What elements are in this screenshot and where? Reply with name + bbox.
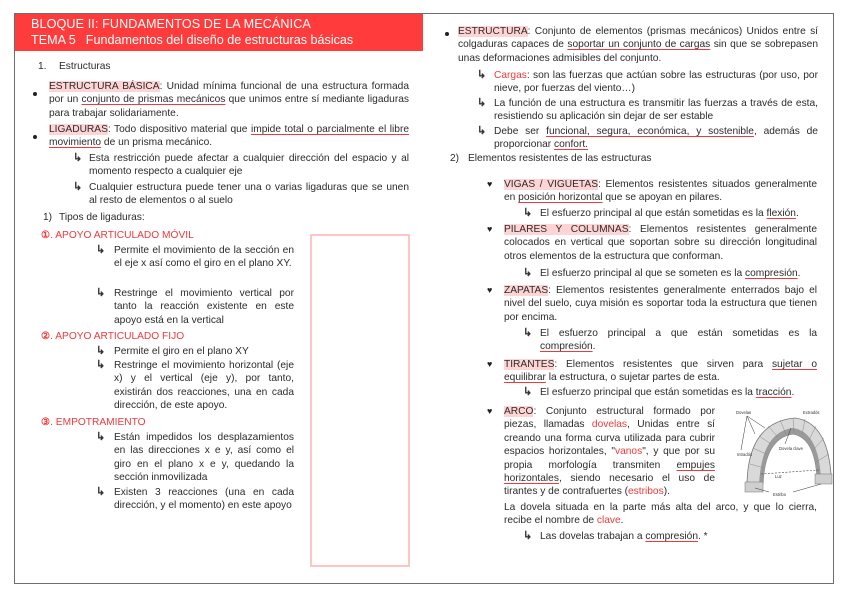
underlined-text: posición horizontal	[518, 192, 603, 204]
red-term: clave	[596, 515, 621, 527]
arch-label: Intradós	[737, 452, 753, 457]
underlined-text: compresión	[745, 268, 798, 279]
term-highlight: ZAPATAS	[504, 285, 549, 296]
underlined-text: impide total o parcialmente el libre movimiento	[49, 124, 410, 149]
sub-item	[540, 530, 708, 543]
underlined-text: compresión	[645, 531, 699, 542]
text: El esfuerzo principal al que se someten es la	[540, 268, 745, 279]
text: Las dovelas trabajan a	[540, 531, 646, 542]
bullet-icon	[33, 92, 37, 96]
arch-label: Estribo	[773, 492, 787, 497]
subsection-number: 1)	[43, 212, 53, 223]
sub-item: Restringe el movimiento horizontal (eje x) y el vertical (eje y), por tanto, existirán dos reacciones, una en cada dirección, de este apoyo.	[114, 360, 294, 412]
term-highlight: PILARES Y COLUMNAS	[504, 224, 629, 235]
definition-ligaduras	[49, 123, 409, 150]
red-term: Cargas	[494, 70, 527, 81]
underlined-text: empujes horizontales	[504, 459, 715, 485]
arrow-icon: ↳	[96, 431, 106, 443]
text: El esfuerzo principal al que están sometidas es la	[540, 208, 767, 219]
red-term: estribos	[628, 486, 664, 498]
underlined-text: conjunto de prismas mecánicos	[81, 94, 226, 106]
sub-item: Permite el movimiento de la sección en el eje x así como el giro en el plano XY.	[114, 245, 294, 270]
arrow-icon: ↳	[477, 97, 487, 109]
text: : Elementos resistentes generalmente enterrados bajo el nivel del suelo, cuya misión es soportar toda la estructura que tienen por encima.	[504, 285, 817, 323]
type-title-3	[41, 416, 146, 429]
definition-estructura	[458, 25, 818, 65]
arrow-icon: ↳	[73, 152, 83, 164]
term-highlight: ESTRUCTURA	[458, 26, 528, 37]
arch-label: Luz	[775, 474, 782, 479]
sub-item: Cualquier estructura puede tener una o varias ligaduras que se unen al resto de elementos o al suelo	[89, 182, 409, 207]
term-highlight: VIGAS / VIGUETAS	[504, 179, 598, 190]
bullet-icon	[445, 32, 449, 36]
type-title-1	[41, 229, 194, 242]
block-title: BLOQUE II: FUNDAMENTOS DE LA MECÁNICA	[31, 17, 311, 31]
arrow-icon: ↳	[523, 207, 533, 219]
underlined-text: funcional, segura, económica, y sostenible	[546, 126, 754, 137]
section-title: Estructuras	[59, 61, 111, 72]
text: ).	[663, 486, 670, 498]
term-highlight: LIGADURAS	[49, 124, 108, 135]
sub-item	[540, 207, 799, 220]
text: que unimos entre sí mediante ligaduras para trabajar solidariamente.	[49, 94, 410, 119]
right-page	[423, 13, 834, 584]
arrow-icon: ↳	[96, 345, 106, 357]
text: : Elementos resistentes que sirven para	[554, 359, 772, 370]
sub-item-cargas	[494, 69, 818, 96]
text: .	[791, 387, 795, 398]
sub-item: Restringe el movimiento vertical por tanto la reacción existente en este apoyo está en la vertical	[114, 288, 294, 326]
arrow-icon: ↳	[523, 530, 533, 542]
sub-item	[540, 386, 794, 399]
sub-item	[540, 327, 817, 354]
element-zapatas	[504, 284, 817, 324]
text: : Todo dispositivo material que	[107, 124, 251, 135]
section-number: 2)	[450, 153, 460, 164]
left-page	[14, 13, 425, 584]
red-term: dovelas	[591, 419, 628, 431]
sub-item: Están impedidos los desplazamientos en las direcciones x e y, así como el giro en el plano x e y, quedando la sección inmovilizada	[114, 432, 294, 484]
heart-bullet-icon: ♥	[487, 406, 493, 416]
arrow-icon: ↳	[73, 181, 83, 193]
arrow-icon: ↳	[96, 359, 106, 371]
arrow-icon: ↳	[477, 125, 487, 137]
arch-label: Extradós	[803, 410, 820, 415]
arrow-icon: ↳	[96, 486, 106, 498]
arrow-icon: ↳	[523, 386, 533, 398]
text: El esfuerzo principal que están sometidas es la	[540, 387, 756, 398]
underlined-text: soportar un conjunto de cargas	[567, 39, 711, 51]
heart-bullet-icon: ♥	[487, 224, 493, 234]
text: Debe ser	[494, 126, 547, 137]
underlined-text: confort.	[554, 139, 589, 151]
number-circle-icon: ③	[41, 417, 51, 428]
underlined-text: compresión	[540, 341, 593, 353]
page-header	[15, 14, 423, 51]
number-circle-icon: ①	[41, 230, 51, 241]
text: : Unidad mínima funcional de una estructura formada por un	[49, 81, 409, 106]
text: .	[795, 208, 799, 219]
section-number: 1.	[38, 61, 47, 72]
text: : Conjunto estructural formado por piezas, llamadas	[504, 406, 715, 431]
element-vigas	[504, 178, 817, 205]
arrow-icon: ↳	[477, 69, 487, 81]
sub-item	[494, 125, 818, 152]
text: .	[592, 341, 596, 353]
text: La dovela situada en la parte más alta del arco, y que lo cierra, recibe el nombre de	[504, 502, 817, 527]
arrow-icon: ↳	[96, 287, 106, 299]
text: . APOYO ARTICULADO FIJO	[50, 331, 185, 342]
text: .	[620, 515, 624, 527]
element-tirantes	[504, 358, 817, 385]
underlined-text: sujetar o equilibrar	[504, 359, 817, 384]
text: , Unidas entre sí creando una forma curva utilizada para cubrir espacios horizontales, "	[504, 419, 715, 458]
sub-item	[540, 267, 801, 280]
underlined-text: tracción	[755, 387, 792, 398]
arrow-icon: ↳	[96, 244, 106, 256]
text: la estructura, o sujetar partes de esta.	[545, 372, 720, 384]
element-arco	[504, 405, 715, 499]
arrow-icon: ↳	[523, 267, 533, 279]
subsection-title: Tipos de ligaduras:	[59, 212, 145, 223]
sub-item: Permite el giro en el plano XY	[114, 346, 249, 357]
definition-estructura-basica	[49, 80, 409, 120]
heart-bullet-icon: ♥	[487, 179, 493, 189]
text: . APOYO ARTICULADO MÓVIL	[50, 230, 194, 241]
sub-item: Existen 3 reacciones (una en cada dirección, y el momento) en este apoyo	[114, 487, 294, 512]
text: sin que se sobrepasen unas deformaciones admisibles del conjunto.	[458, 39, 819, 64]
section-title: Elementos resistentes de las estructuras	[468, 153, 652, 164]
heart-bullet-icon: ♥	[487, 285, 493, 295]
arch-diagram-image	[735, 404, 835, 499]
topic-name: Fundamentos del diseño de estructuras básicas	[85, 33, 354, 47]
underlined-text: flexión	[766, 208, 796, 219]
text: que se apoyan en pilares.	[602, 192, 723, 204]
text: .	[797, 268, 801, 279]
sub-item: Esta restricción puede afectar a cualquier dirección del espacio y al momento respecto a cualquier eje	[89, 153, 409, 178]
text: , además de proporcionar	[494, 126, 818, 151]
sub-item: La función de una estructura es transmitir las fuerzas a través de esta, resistiendo su aplicación sin dejar de ser estable	[494, 98, 818, 123]
text: , siendo necesario el uso de tirantes y de contrafuertes (	[504, 473, 715, 498]
arrow-icon: ↳	[523, 327, 533, 339]
text: ", y que por su propia morfología transmiten	[504, 446, 716, 471]
topic-number: TEMA 5	[31, 33, 76, 47]
text: : Elementos resistentes situados generalmente en	[504, 179, 817, 204]
heart-bullet-icon: ♥	[487, 359, 493, 369]
term-highlight: ESTRUCTURA BÁSICA	[49, 81, 160, 92]
text: . EMPOTRAMIENTO	[50, 417, 146, 428]
text: . *	[698, 531, 708, 542]
arch-label: Dovelas	[736, 410, 752, 415]
element-pilares	[504, 223, 817, 263]
number-circle-icon: ②	[41, 331, 51, 342]
red-term: vanos	[615, 446, 643, 458]
text: El esfuerzo principal a que están sometidas es la	[540, 328, 817, 339]
paragraph-clave	[504, 501, 817, 528]
term-highlight: ARCO	[504, 406, 534, 417]
text: : Conjunto de elementos (prismas mecánicos) Unidos entre sí colgaduras capaces de	[458, 26, 818, 51]
bullet-icon	[33, 135, 37, 139]
text: : son las fuerzas que actúan sobre las estructuras (por uso, por nieve, por fuerzas del viento…)	[494, 70, 818, 95]
type-title-2	[41, 330, 184, 343]
term-highlight: TIRANTES	[504, 359, 555, 370]
text: de un prisma mecánico.	[101, 137, 213, 149]
arch-label: Dovela clave	[779, 446, 803, 451]
topic-title	[31, 33, 353, 47]
image-placeholder-frame	[310, 234, 410, 567]
text: : Elementos resistentes generalmente colocados en vertical que soportan sobre su dirección longitudinal otros elementos de la estructura que conforman.	[504, 224, 818, 262]
